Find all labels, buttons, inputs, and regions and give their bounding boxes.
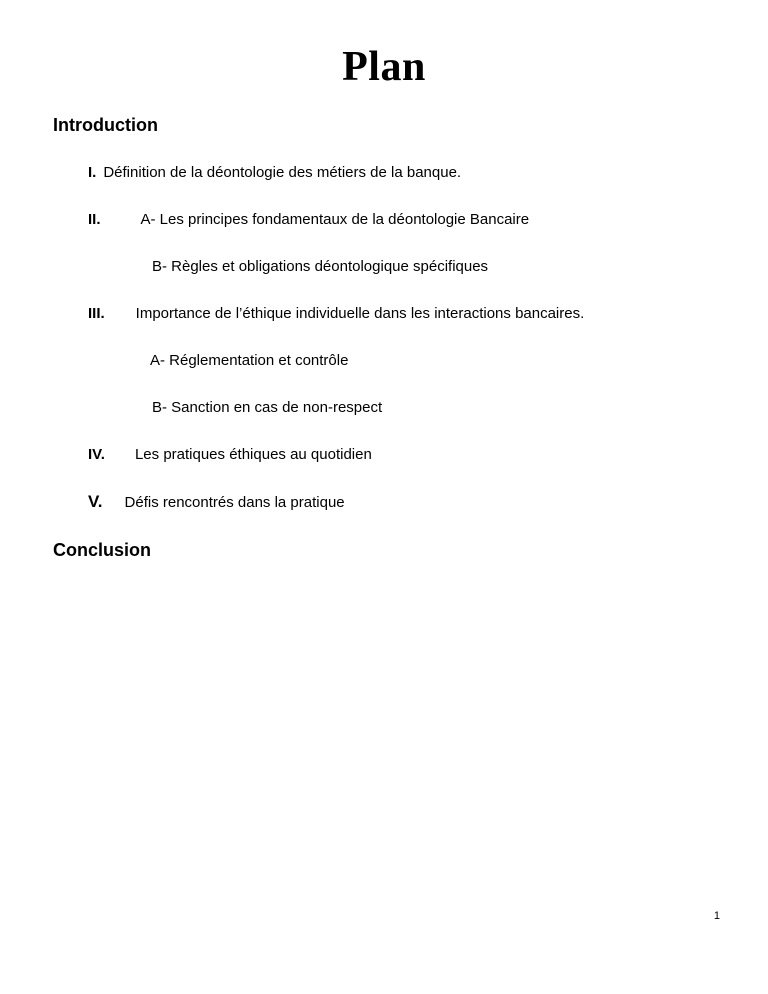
document-title: Plan	[342, 44, 426, 90]
outline-item-text: Importance de l’éthique individuelle dans les interactions bancaires.	[135, 305, 585, 323]
outline-item	[0, 257, 768, 276]
outline-item-text: Définition de la déontologie des métiers de la banque.	[103, 164, 462, 182]
outline-item-marker: IV.	[88, 446, 105, 464]
outline-item	[0, 445, 768, 464]
section-heading-introduction: Introduction	[53, 115, 158, 136]
outline-item-marker: II.	[88, 211, 101, 229]
outline-item-marker: III.	[88, 305, 105, 323]
outline-item-text: A- Réglementation et contrôle	[150, 352, 349, 370]
outline-item	[0, 492, 768, 512]
outline-item	[0, 398, 768, 417]
outline-list	[0, 163, 768, 512]
outline-item-text: B- Règles et obligations déontologique spécifiques	[152, 258, 489, 276]
outline-item-text: Les pratiques éthiques au quotidien	[134, 446, 372, 464]
outline-item-text: B- Sanction en cas de non-respect	[152, 399, 383, 417]
section-heading-conclusion: Conclusion	[53, 540, 151, 561]
outline-item-marker: V.	[88, 492, 103, 512]
outline-item-marker: I.	[88, 164, 97, 182]
outline-item-text: A- Les principes fondamentaux de la déontologie Bancaire	[140, 211, 530, 229]
outline-item-text: Défis rencontrés dans la pratique	[124, 494, 345, 512]
outline-item	[0, 163, 768, 182]
outline-item	[0, 210, 768, 229]
outline-item	[0, 304, 768, 323]
page-number: 1	[713, 910, 720, 922]
outline-item	[0, 351, 768, 370]
